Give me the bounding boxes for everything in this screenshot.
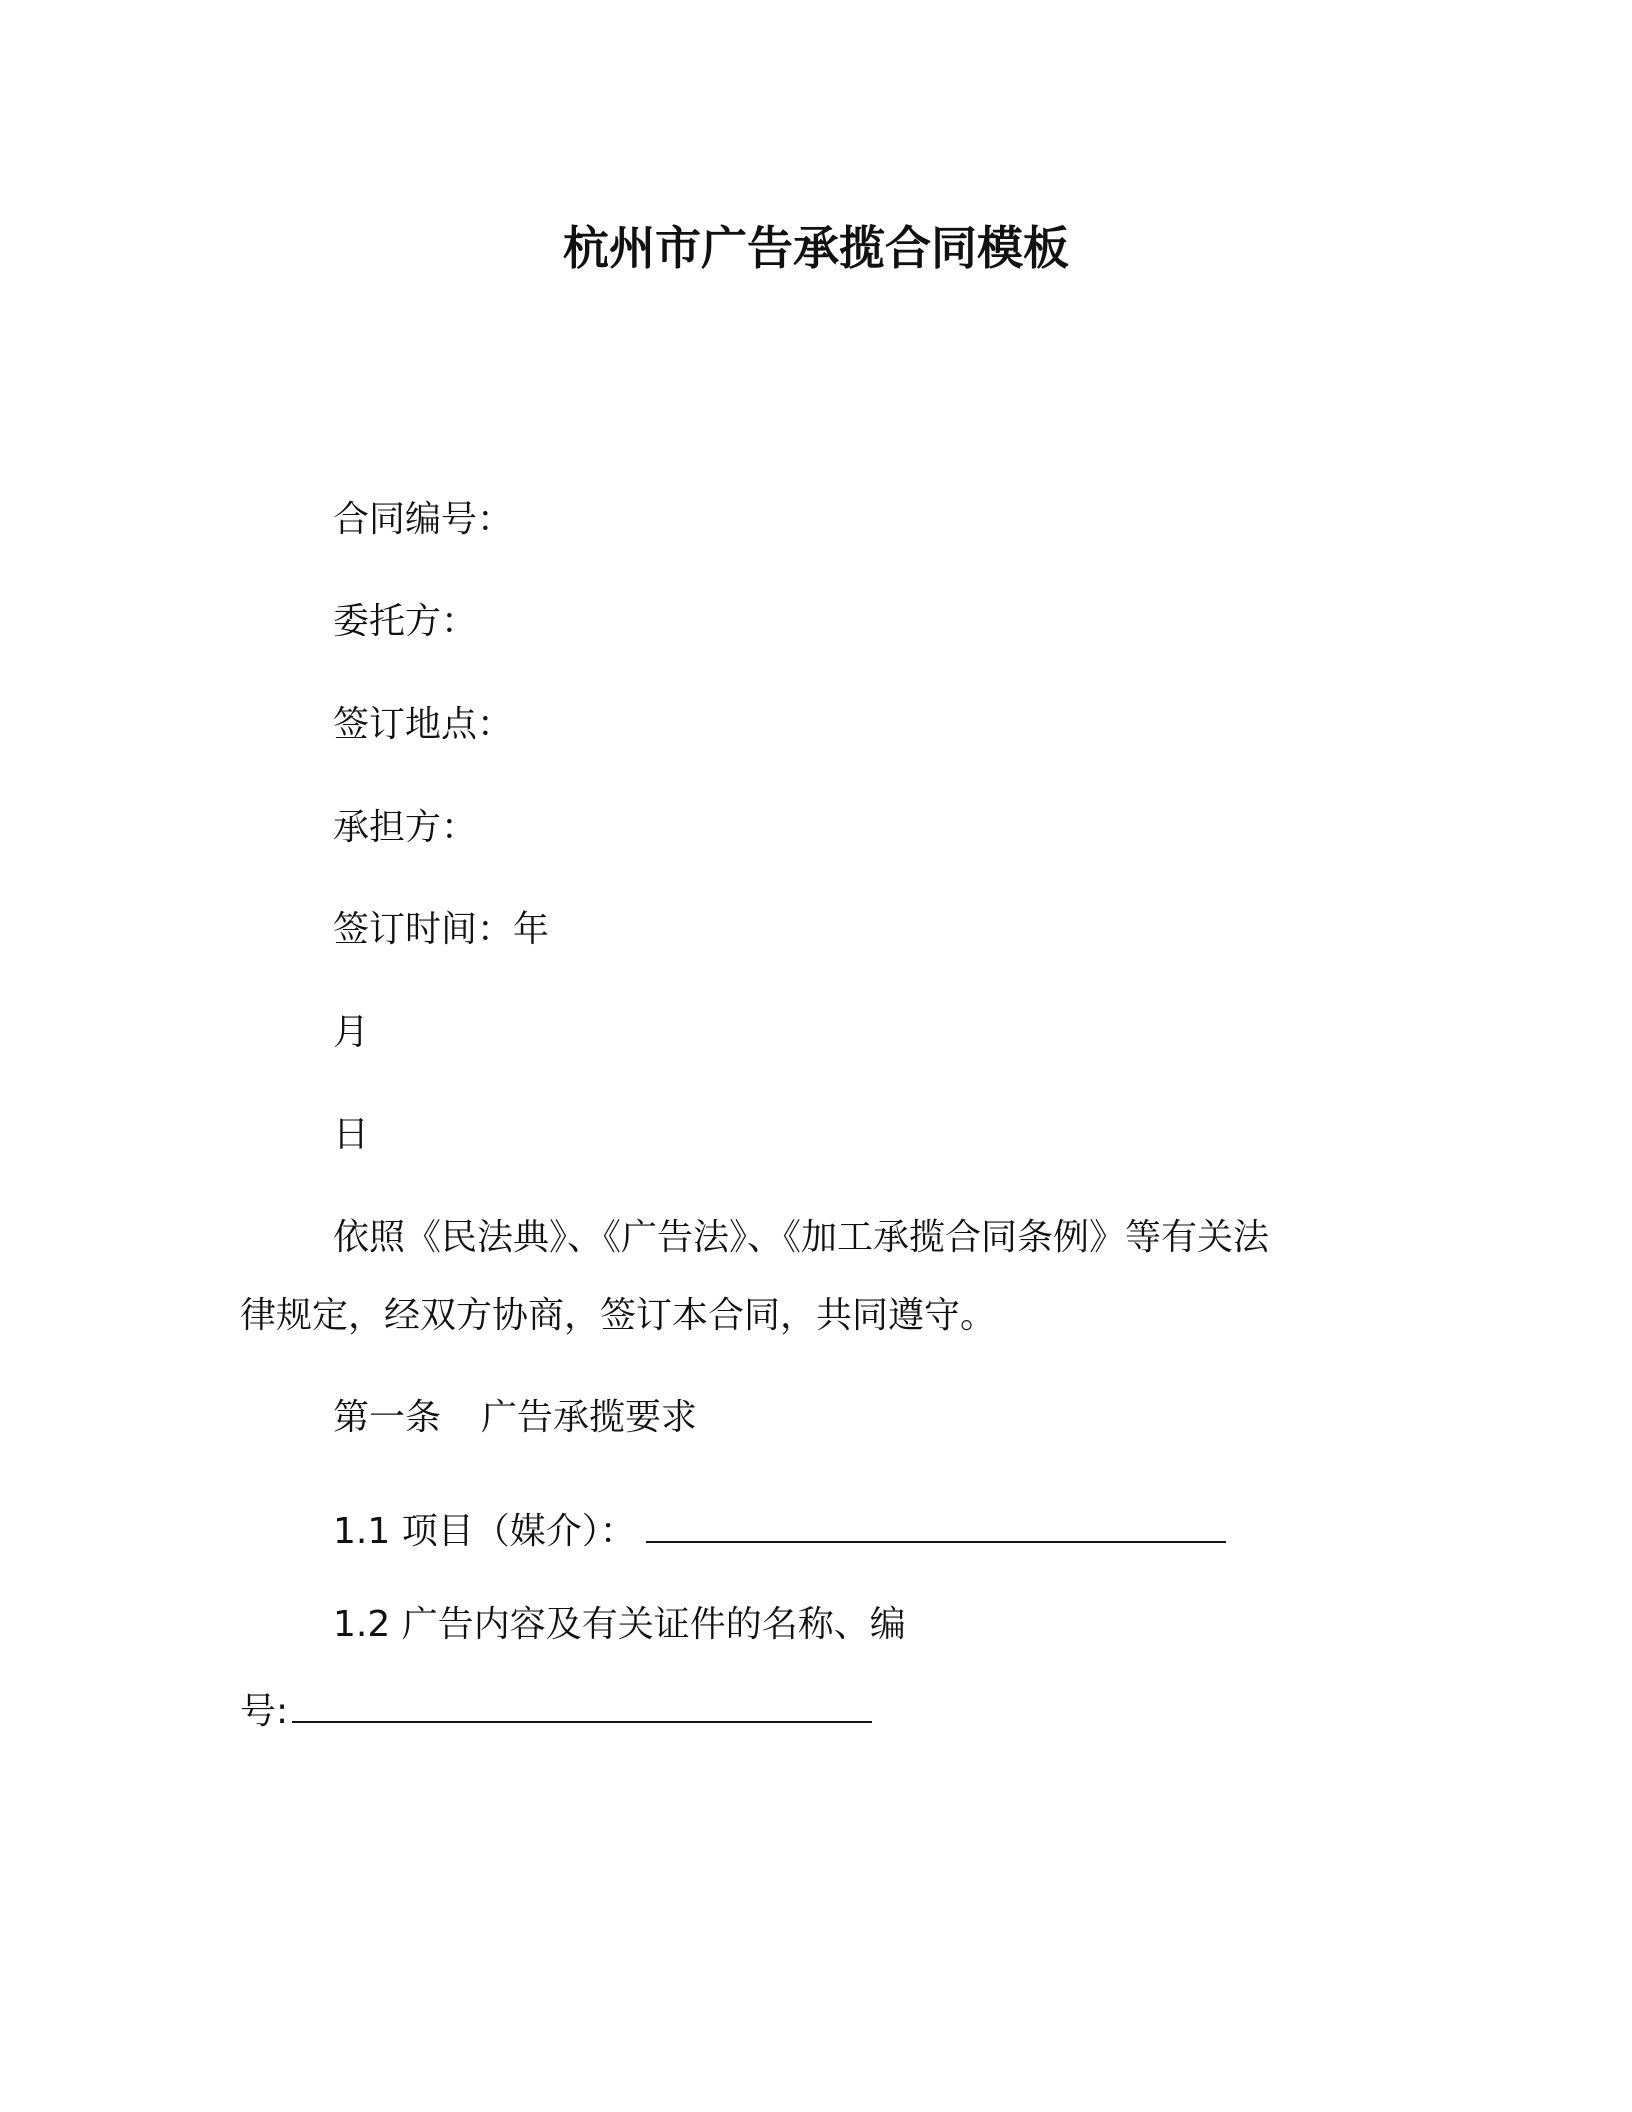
day-label: 日 [333, 1114, 370, 1155]
contractor-label: 承担方： [333, 807, 478, 848]
item-1-2-line-1: 1.2 广告内容及有关证件的名称、编 [333, 1604, 906, 1645]
year-label: 年 [513, 909, 550, 950]
signing-place-label: 签订地点： [333, 704, 514, 745]
month-label: 月 [333, 1012, 370, 1053]
article-1-title: 广告承揽要求 [481, 1397, 698, 1438]
client-label: 委托方： [333, 601, 478, 642]
item-1-2-line-2 [240, 1683, 872, 1737]
signing-date-line [333, 905, 549, 955]
item-1-2-blank [292, 1683, 872, 1723]
contract-number-label: 合同编号： [333, 499, 514, 540]
item-1-1-blank [646, 1503, 1226, 1543]
item-1-1-line [333, 1503, 1226, 1557]
document-title: 杭州市广告承揽合同模板 [563, 221, 1069, 275]
article-1-number: 第一条 [333, 1397, 442, 1438]
item-1-1-label: 1.1 项目（媒介）： [333, 1511, 636, 1552]
item-1-2-label: 号: [240, 1691, 289, 1732]
preamble-line-2: 律规定，经双方协商，签订本合同，共同遵守。 [240, 1295, 997, 1336]
article-1-heading [333, 1393, 697, 1443]
preamble-line-1: 依照《民法典》、《广告法》、《加工承揽合同条例》等有关法 [333, 1217, 1270, 1258]
signing-date-label: 签订时间： [333, 909, 514, 950]
